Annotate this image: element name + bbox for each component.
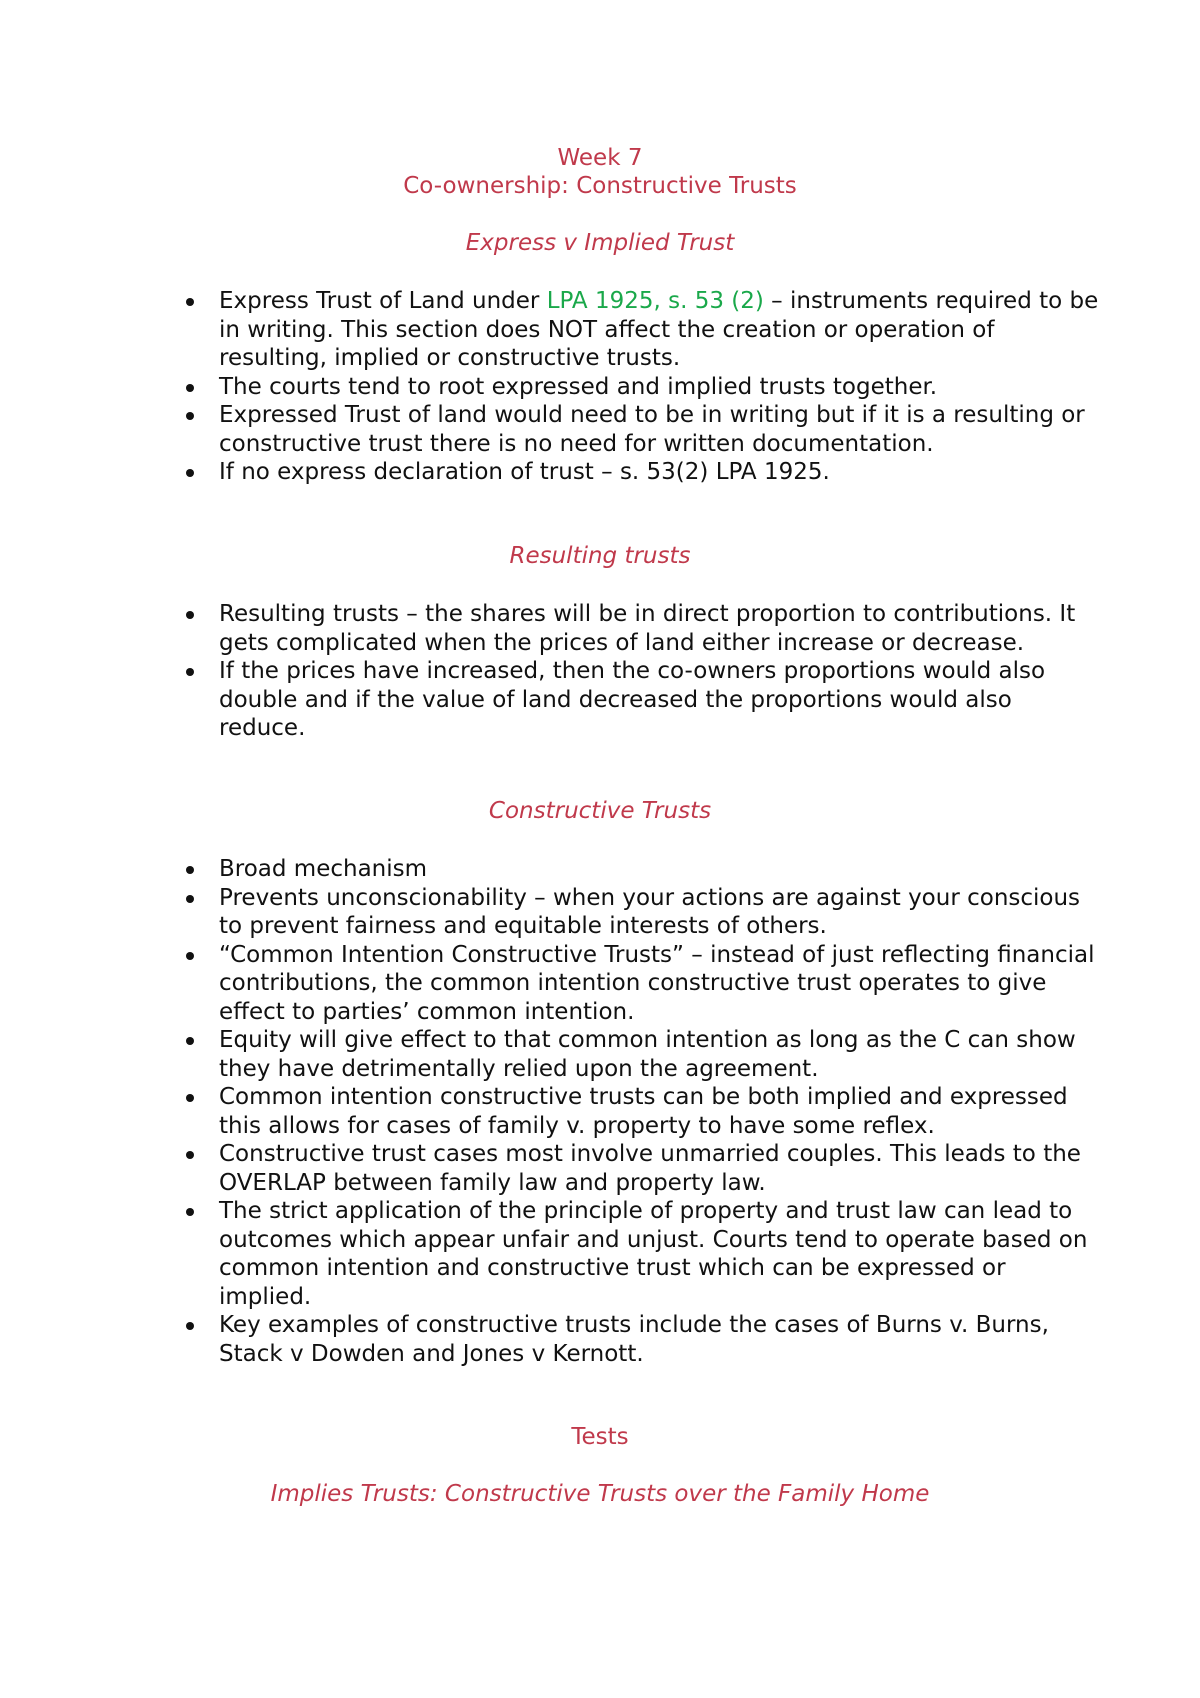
list-item: The strict application of the principle of property and trust law can lead to outcomes which appear unfair and unjust. Courts tend to operate based on common intention and constructive trust which can be expressed or implied. (219, 1197, 1099, 1311)
week-label: Week 7 (557, 145, 643, 171)
list-item: If no express declaration of trust – s. 53(2) LPA 1925. (219, 458, 1099, 487)
list-item: The courts tend to root expressed and implied trusts together. (219, 373, 1099, 402)
list-item: If the prices have increased, then the co-owners proportions would also double and if the value of land decreased the proportions would also reduce. (219, 657, 1099, 743)
list-item: Key examples of constructive trusts include the cases of Burns v. Burns, Stack v Dowden and Jones v Kernott. (219, 1311, 1099, 1368)
list-item: Broad mechanism (219, 855, 1099, 884)
topic-title: Co-ownership: Constructive Trusts (403, 173, 797, 199)
heading-express-v-implied: Express v Implied Trust (465, 230, 735, 256)
list-item: Equity will give effect to that common intention as long as the C can show they have detrimentally relied upon the agreement. (219, 1026, 1099, 1083)
list-item: “Common Intention Constructive Trusts” – instead of just reflecting financial contributions, the common intention constructive trust operates to give effect to parties’ common intention. (219, 941, 1099, 1027)
heading-implies-trusts: Implies Trusts: Constructive Trusts over the Family Home (270, 1481, 930, 1507)
heading-tests: Tests (571, 1424, 629, 1450)
statute-reference: LPA 1925, s. 53 (2) (546, 288, 764, 314)
list-constructive-trusts (219, 855, 1099, 1368)
list-item: Expressed Trust of land would need to be in writing but if it is a resulting or constructive trust there is no need for written documentation. (219, 401, 1099, 458)
list-item: Resulting trusts – the shares will be in direct proportion to contributions. It gets complicated when the prices of land either increase or decrease. (219, 600, 1099, 657)
list-express-trusts (219, 287, 1099, 487)
list-item: Prevents unconscionability – when your actions are against your conscious to prevent fairness and equitable interests of others. (219, 884, 1099, 941)
list-item: Constructive trust cases most involve unmarried couples. This leads to the OVERLAP between family law and property law. (219, 1140, 1099, 1197)
list-item: Express Trust of Land under LPA 1925, s. 53 (2) – instruments required to be in writing. This section does NOT affect the creation or operation of resulting, implied or constructive trusts. (219, 288, 1099, 371)
list-resulting-trusts (219, 600, 1099, 743)
document-title (0, 144, 1200, 200)
heading-resulting-trusts: Resulting trusts (509, 543, 691, 569)
list-item: Common intention constructive trusts can be both implied and expressed this allows for cases of family v. property to have some reflex. (219, 1083, 1099, 1140)
heading-constructive-trusts: Constructive Trusts (488, 798, 712, 824)
